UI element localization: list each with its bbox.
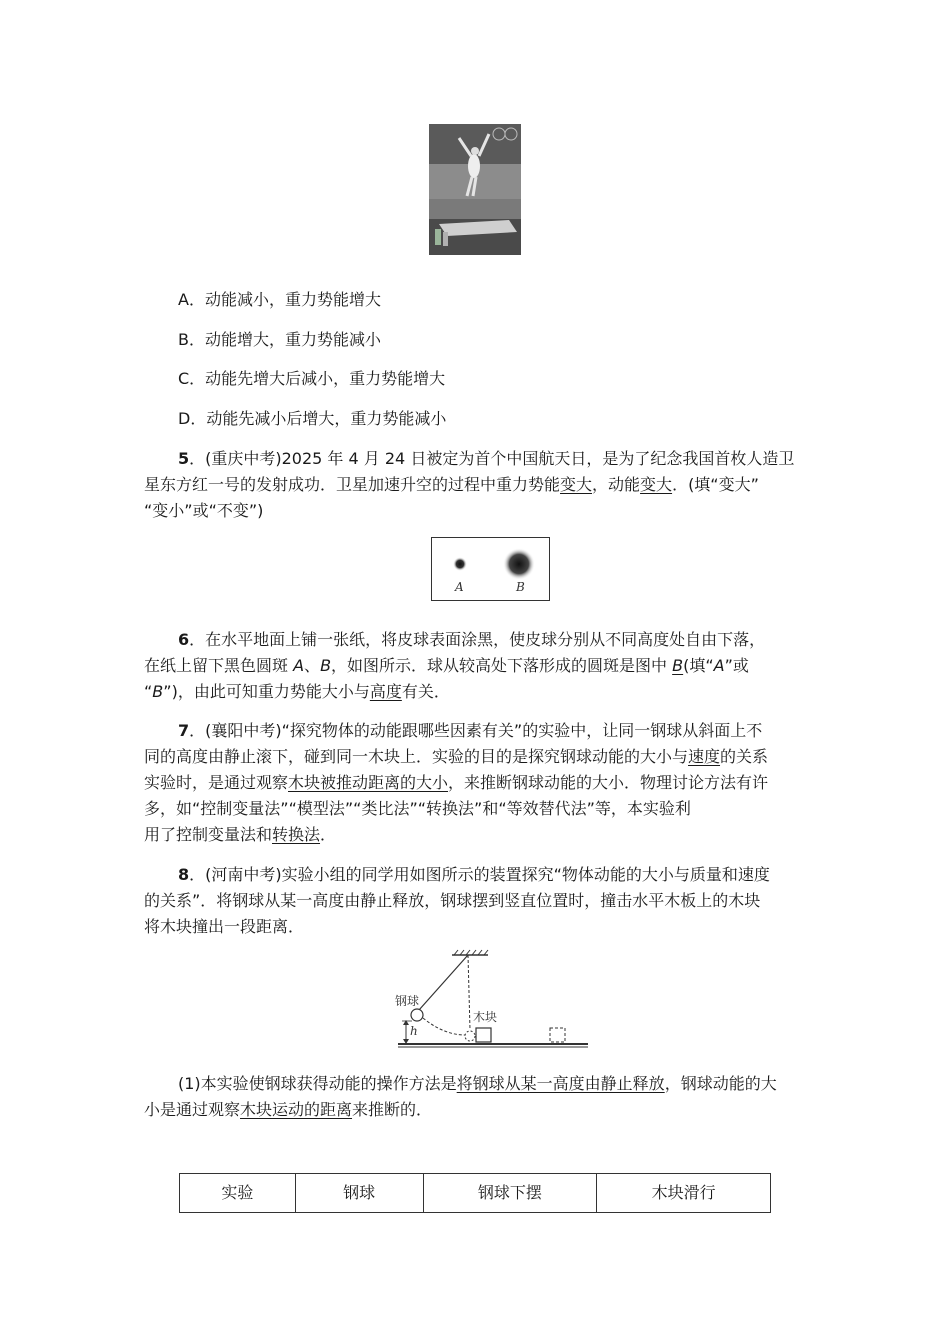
- q6-text2b: ，如图所示．球从较高处下落形成的圆斑是图中: [331, 656, 673, 675]
- header-block-slide: 木块滑行: [597, 1174, 771, 1213]
- q7-text5a: 用了控制变量法和: [144, 825, 273, 844]
- q5-line3: “变小”或“不变”): [144, 501, 264, 520]
- q5-text2c: ．(填“变大”: [672, 475, 759, 494]
- spot-a-label: A: [455, 580, 464, 594]
- experiment-table: [179, 1173, 771, 1213]
- q6-var-b: B: [320, 656, 332, 675]
- option-b: B．动能增大，重力势能减小: [178, 330, 381, 349]
- q8-1-answer2: 木块运动的距离: [240, 1100, 353, 1119]
- q6-text1: ．在水平地面上铺一张纸，将皮球表面涂黑，使皮球分别从不同高度处自由下落，: [189, 630, 766, 649]
- q6-text2a: 在纸上留下黑色圆斑: [144, 656, 294, 675]
- option-c: C．动能先增大后减小，重力势能增大: [178, 369, 446, 388]
- q8-1-text2a: 小是通过观察: [144, 1100, 241, 1119]
- q6-text3c: 有关．: [401, 682, 450, 701]
- q6-text3b: ”)，由此可知重力势能大小与: [163, 682, 370, 701]
- q5-line1: [178, 449, 794, 469]
- q5-answer2: 变大: [640, 475, 673, 494]
- q7-answer3: 转换法: [272, 825, 321, 844]
- q7-answer2: 木块被推动距离的大小: [288, 773, 449, 792]
- height-label: h: [410, 1024, 418, 1038]
- q7-answer1: 速度: [688, 747, 721, 766]
- spot-b: [503, 548, 535, 580]
- q8-number: 8: [178, 865, 190, 884]
- option-d: D．动能先减小后增大，重力势能减小: [178, 409, 447, 428]
- q6-answer1: B: [672, 656, 684, 675]
- q8-text1: ．(河南中考)实验小组的同学用如图所示的装置探究“物体动能的大小与质量和速度: [189, 865, 770, 884]
- header-ball-swing: 钢球下摆: [423, 1174, 597, 1213]
- q8-1-answer1: 将钢球从某一高度由静止释放: [456, 1074, 665, 1093]
- spot-a: [453, 557, 467, 571]
- q6-answer2: 高度: [369, 682, 402, 701]
- q6-var-a: A: [293, 656, 305, 675]
- q7-text3a: 实验时，是通过观察: [144, 773, 289, 792]
- q8-line3: 将木块撞出一段距离．: [144, 917, 305, 936]
- q6-quote-b: B: [152, 682, 164, 701]
- q5-answer1: 变大: [560, 475, 593, 494]
- q6-sep: 、: [304, 656, 321, 675]
- q8-1-text2b: 来推断的．: [352, 1100, 433, 1119]
- q7-line1: [178, 721, 762, 741]
- q7-number: 7: [178, 721, 190, 740]
- q7-text2a: 同的高度由静止滚下，碰到同一木块上．实验的目的是探究钢球动能的大小与: [144, 747, 689, 766]
- q6-text2c: (填“: [683, 656, 714, 675]
- table-header-row: [180, 1174, 771, 1213]
- q8-line2: 的关系”．将钢球从某一高度由静止释放，钢球摆到竖直位置时，撞击水平木板上的木块: [144, 891, 761, 910]
- q8-1-text1b: ，钢球动能的大: [664, 1074, 777, 1093]
- q5-text1: ．(重庆中考)2025 年 4 月 24 日被定为首个中国航天日，是为了纪念我国首枚人造卫: [189, 449, 795, 468]
- wood-block: [476, 1028, 491, 1042]
- q6-quote-a: A: [713, 656, 725, 675]
- q7-line5: [144, 825, 336, 845]
- q5-text2b: ，动能: [592, 475, 641, 494]
- q7-text3b: ，来推断钢球动能的大小．物理讨论方法有许: [448, 773, 769, 792]
- q7-line2: [144, 747, 768, 767]
- q8-line1: [178, 865, 770, 885]
- spots-figure: [431, 537, 550, 601]
- q6-text2d: ”或: [724, 656, 749, 675]
- q6-number: 6: [178, 630, 190, 649]
- q5-number: 5: [178, 449, 190, 468]
- q7-text5b: ．: [320, 825, 337, 844]
- header-experiment: 实验: [180, 1174, 296, 1213]
- q6-line1: [178, 630, 765, 650]
- block-label: 木块: [473, 1010, 498, 1024]
- q6-line2: [144, 656, 749, 676]
- q5-text2a: 星东方红一号的发射成功．卫星加速升空的过程中重力势能: [144, 475, 561, 494]
- q7-text2b: 的关系: [720, 747, 769, 766]
- q7-text1: ．(襄阳中考)“探究物体的动能跟哪些因素有关”的实验中，让同一钢球从斜面上不: [189, 721, 763, 740]
- q6-text3a: “: [144, 682, 153, 701]
- spot-b-label: B: [516, 580, 525, 594]
- q7-line4: 多，如“控制变量法”“模型法”“类比法”“转换法”和“等效替代法”等，本实验利: [144, 799, 691, 818]
- q7-line3: [144, 773, 768, 793]
- q8-1-line1: [178, 1074, 777, 1094]
- q6-line3: [144, 682, 450, 702]
- pendulum-figure: [390, 948, 595, 1056]
- q5-line2: [144, 475, 759, 495]
- q8-1-line2: [144, 1100, 432, 1120]
- header-ball: 钢球: [295, 1174, 423, 1213]
- option-a: A．动能减小，重力势能增大: [178, 290, 381, 309]
- ball-label: 钢球: [395, 994, 420, 1008]
- trampoline-photo: [429, 124, 521, 255]
- steel-ball: [411, 1009, 423, 1021]
- q8-1-text1a: (1)本实验使钢球获得动能的操作方法是: [178, 1074, 457, 1093]
